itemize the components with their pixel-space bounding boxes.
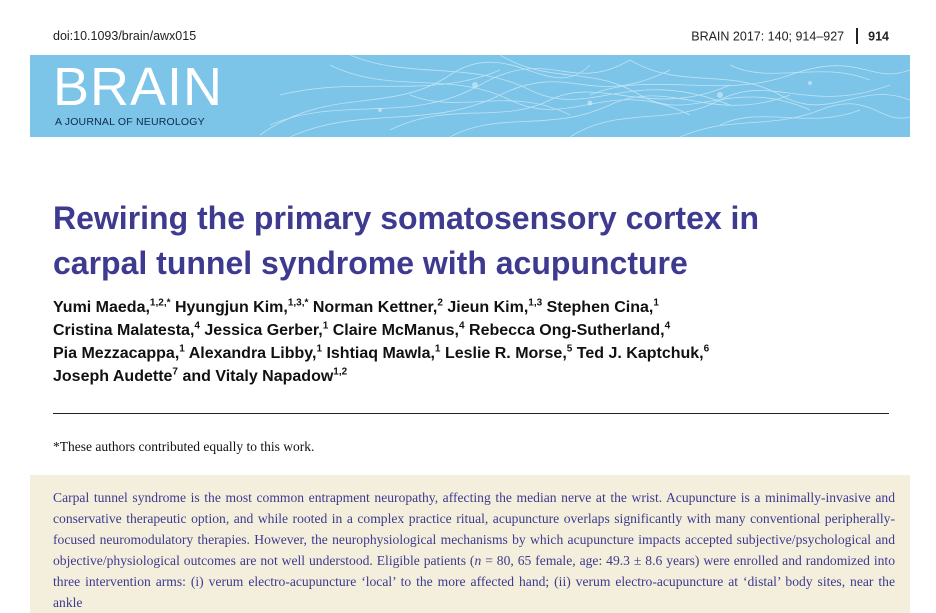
abstract-box — [30, 475, 910, 613]
author[interactable] — [313, 299, 443, 316]
affiliation-marker: 1,2 — [333, 366, 348, 378]
title-divider — [53, 413, 889, 414]
title-line-1: Rewiring the primary somatosensory cortex in — [53, 200, 759, 236]
author[interactable] — [53, 345, 185, 362]
author-name: Cristina Malatesta, — [53, 322, 195, 339]
affiliation-marker: 1,2,* — [149, 297, 171, 309]
affiliation-marker: 1 — [434, 343, 441, 355]
author[interactable] — [326, 345, 440, 362]
author[interactable] — [175, 299, 308, 316]
affiliation-marker: 5 — [566, 343, 573, 355]
author-name: Claire McManus, — [332, 322, 459, 339]
author-name: Joseph Audette — [53, 368, 173, 385]
author[interactable] — [53, 322, 200, 339]
affiliation-marker: 1,3,* — [287, 297, 309, 309]
affiliation-marker: 2 — [437, 297, 443, 309]
affiliation-marker: 7 — [172, 366, 178, 378]
author[interactable] — [547, 299, 659, 316]
affiliation-marker: 6 — [703, 343, 710, 355]
author-list — [53, 296, 903, 388]
author[interactable] — [577, 345, 709, 362]
author-name: Stephen Cina, — [546, 299, 654, 316]
author[interactable] — [53, 299, 171, 316]
author[interactable] — [445, 345, 572, 362]
author-name: Jessica Gerber, — [204, 322, 323, 339]
author-name: Leslie R. Morse, — [444, 345, 567, 362]
author-name: Yumi Maeda, — [53, 299, 150, 316]
author[interactable] — [333, 322, 465, 339]
citation-text: BRAIN 2017: 140; 914–927 — [691, 29, 845, 44]
affiliation-marker: 1 — [322, 320, 329, 332]
citation-divider — [856, 28, 858, 44]
author-name: Alexandra Libby, — [188, 345, 317, 362]
author[interactable] — [189, 345, 322, 362]
author-name: Ted J. Kaptchuk, — [576, 345, 704, 362]
author-name: Rebecca Ong-Sutherland, — [469, 322, 665, 339]
author[interactable] — [447, 299, 542, 316]
affiliation-marker: 1 — [316, 343, 322, 355]
journal-subtitle: A JOURNAL OF NEUROLOGY — [55, 116, 205, 128]
equal-contribution-footnote: *These authors contributed equally to this work. — [53, 439, 315, 454]
journal-wordmark: BRAIN — [53, 57, 224, 117]
abstract-text — [53, 487, 895, 613]
citation — [691, 29, 889, 45]
journal-banner — [30, 55, 910, 137]
title-line-2: carpal tunnel syndrome with acupuncture — [53, 245, 688, 281]
author[interactable] — [469, 322, 670, 339]
author[interactable] — [204, 322, 328, 339]
author-name: Pia Mezzacappa, — [53, 345, 180, 362]
author-name: Hyungjun Kim, — [174, 299, 288, 316]
author-name: Jieun Kim, — [447, 299, 529, 316]
author-name: Ishtiaq Mawla, — [326, 345, 435, 362]
abstract-part-2: = 80, 65 female, age: 49.3 ± 8.6 years) were enrolled and randomized into three intervention arms: (i) verum electro-acupuncture ‘local’ to the more affected hand; (ii) verum electro-acupuncture at ‘distal’ body sites, near the ankle — [53, 553, 895, 610]
abstract-n-symbol: n — [474, 553, 482, 568]
author-name: and Vitaly Napadow — [182, 368, 334, 385]
doi-text[interactable]: doi:10.1093/brain/awx015 — [53, 29, 197, 43]
page-number: 914 — [868, 29, 889, 44]
article-title — [53, 196, 903, 286]
article-header — [53, 25, 889, 49]
author-name: Norman Kettner, — [312, 299, 438, 316]
affiliation-marker: 1,3 — [528, 297, 543, 309]
affiliation-marker: 4 — [664, 320, 671, 332]
affiliation-marker: 1 — [179, 343, 185, 355]
affiliation-marker: 4 — [194, 320, 200, 332]
abstract-part-1: Carpal tunnel syndrome is the most common entrapment neuropathy, affecting the median nerve at the wrist. Acupuncture is a minimally-invasive and conservative therapeutic option, and while rooted in a complex practice ritual, acupuncture overlaps significantly with many conventional peripherally-focused neuromodulatory therapies. However, the neurophysiological mechanisms by which acupuncture impacts accepted subjective/psychological and objective/physiological outcomes are not well understood. Eligible patients ( — [53, 490, 895, 568]
affiliation-marker: 4 — [459, 320, 465, 332]
author[interactable] — [182, 368, 347, 385]
affiliation-marker: 1 — [653, 297, 659, 309]
author[interactable] — [53, 368, 178, 385]
